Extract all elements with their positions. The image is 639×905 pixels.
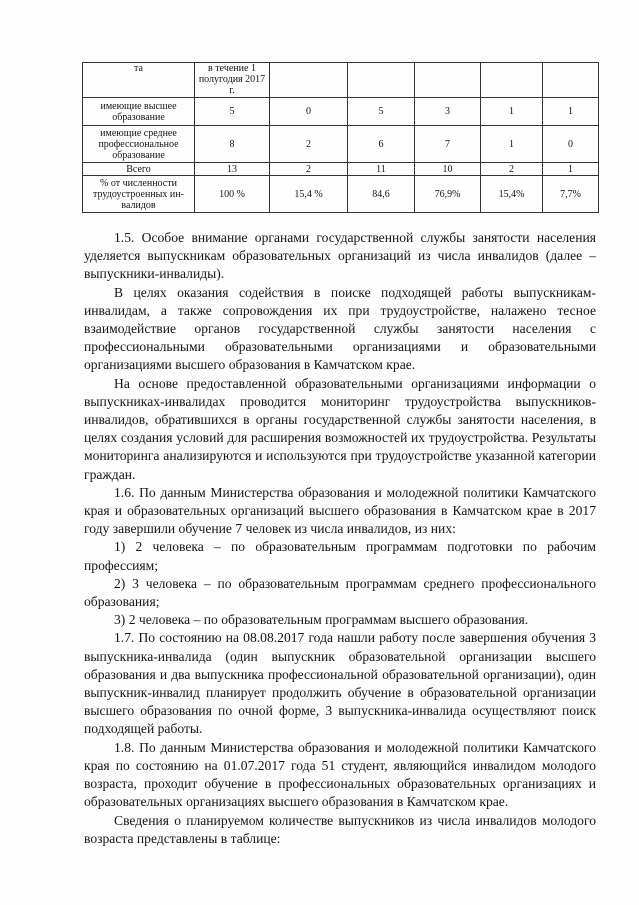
table-row [83, 176, 599, 213]
table-cell-label: имеющие среднее профессиональное образование [83, 126, 195, 163]
table-cell: 10 [415, 163, 481, 176]
table-cell: 7 [415, 126, 481, 163]
table-cell: 1 [481, 126, 543, 163]
table-cell: 8 [195, 126, 270, 163]
table-cell: 76,9% [415, 176, 481, 213]
table-cell: 5 [348, 98, 415, 126]
table-row [83, 126, 599, 163]
table-cell: 3 [415, 98, 481, 126]
list-item: 3) 2 человека – по образовательным программам высшего образования. [114, 612, 529, 628]
table-cell: 7,7% [543, 176, 599, 213]
list-item: 1) 2 человека – по образовательным программам подготовки по рабочим профессиям; [84, 539, 596, 573]
table-cell [543, 63, 599, 98]
table-cell: 2 [270, 126, 348, 163]
table-row [83, 98, 599, 126]
paragraph: В целях оказания содействия в поиске подходящей работы выпускникам-инвалидам, а также сопровождения их при трудоустройстве, налажено тесное взаимодействие органов государственной службы занятости населения с профессиональными образовательными организациями и образовательными организациями высшего образования в Камчатском крае. [84, 284, 596, 373]
table-cell: 1 [543, 98, 599, 126]
table-cell: 15,4 % [270, 176, 348, 213]
table-cell [270, 63, 348, 98]
table-cell: в течение 1 полугодия 2017 г. [195, 63, 270, 98]
table-cell: 0 [543, 126, 599, 163]
table-cell: 1 [481, 98, 543, 126]
table-cell: 84,6 [348, 176, 415, 213]
table-row [83, 163, 599, 176]
paragraph: На основе предоставленной образовательными организациями информации о выпускниках-инвалидах проводится мониторинг трудоустройства выпускников-инвалидов, обратившихся в органы государственной службы занятости населения, в целях создания условий для расширения возможностей их трудоустройства. Результаты мониторинга анализируются и используются при трудоустройстве указанной категории граждан. [84, 375, 596, 482]
table-cell-label: та [83, 63, 195, 98]
body-text [84, 229, 596, 848]
table-cell: 1 [543, 163, 599, 176]
table-cell: 2 [270, 163, 348, 176]
list-item: 2) 3 человека – по образовательным программам среднего профессионального образования; [84, 575, 596, 610]
table-cell: 100 % [195, 176, 270, 213]
employment-table [82, 62, 599, 213]
table-row [83, 63, 599, 98]
table-cell: 2 [481, 163, 543, 176]
paragraph: 1.8. По данным Министерства образования и молодежной политики Камчатского края по состоянию на 01.07.2017 года 51 студент, являющийся инвалидом молодого возраста, проходит обучение в профессиональных образовательных организациях и образовательных организациях высшего образования в Камчатском крае. [84, 739, 596, 810]
paragraph: 1.7. По состоянию на 08.08.2017 года нашли работу после завершения обучения 3 выпускника-инвалида (один выпускник образовательной организации высшего образования и два выпускника профессиональной образовательной организации), один выпускник-инвалид планирует продолжить обучение в образовательной организации высшего образования по очной форме, 3 выпускника-инвалида осуществляют поиск подходящей работы. [84, 630, 596, 737]
table-cell: 11 [348, 163, 415, 176]
table-cell-label: имеющие высшее образование [83, 98, 195, 126]
table-cell: 6 [348, 126, 415, 163]
paragraph: Сведения о планируемом количестве выпускников из числа инвалидов молодого возраста представлены в таблице: [84, 812, 596, 846]
table-cell: 15,4% [481, 176, 543, 213]
table-cell [348, 63, 415, 98]
table-cell [481, 63, 543, 98]
table-cell-label: % от численности трудоустроенных ин-валидов [83, 176, 195, 213]
paragraph: 1.6. По данным Министерства образования и молодежной политики Камчатского края и образовательных организаций высшего образования в Камчатском крае в 2017 году завершили обучение 7 человек из числа инвалидов, из них: [84, 484, 596, 537]
table-cell-label: Всего [83, 163, 195, 176]
table-cell: 5 [195, 98, 270, 126]
table-cell: 13 [195, 163, 270, 176]
table-cell [415, 63, 481, 98]
paragraph: 1.5. Особое внимание органами государственной службы занятости населения уделяется выпускникам образовательных организаций из числа инвалидов (далее – выпускники-инвалиды). [84, 230, 596, 282]
table-cell: 0 [270, 98, 348, 126]
